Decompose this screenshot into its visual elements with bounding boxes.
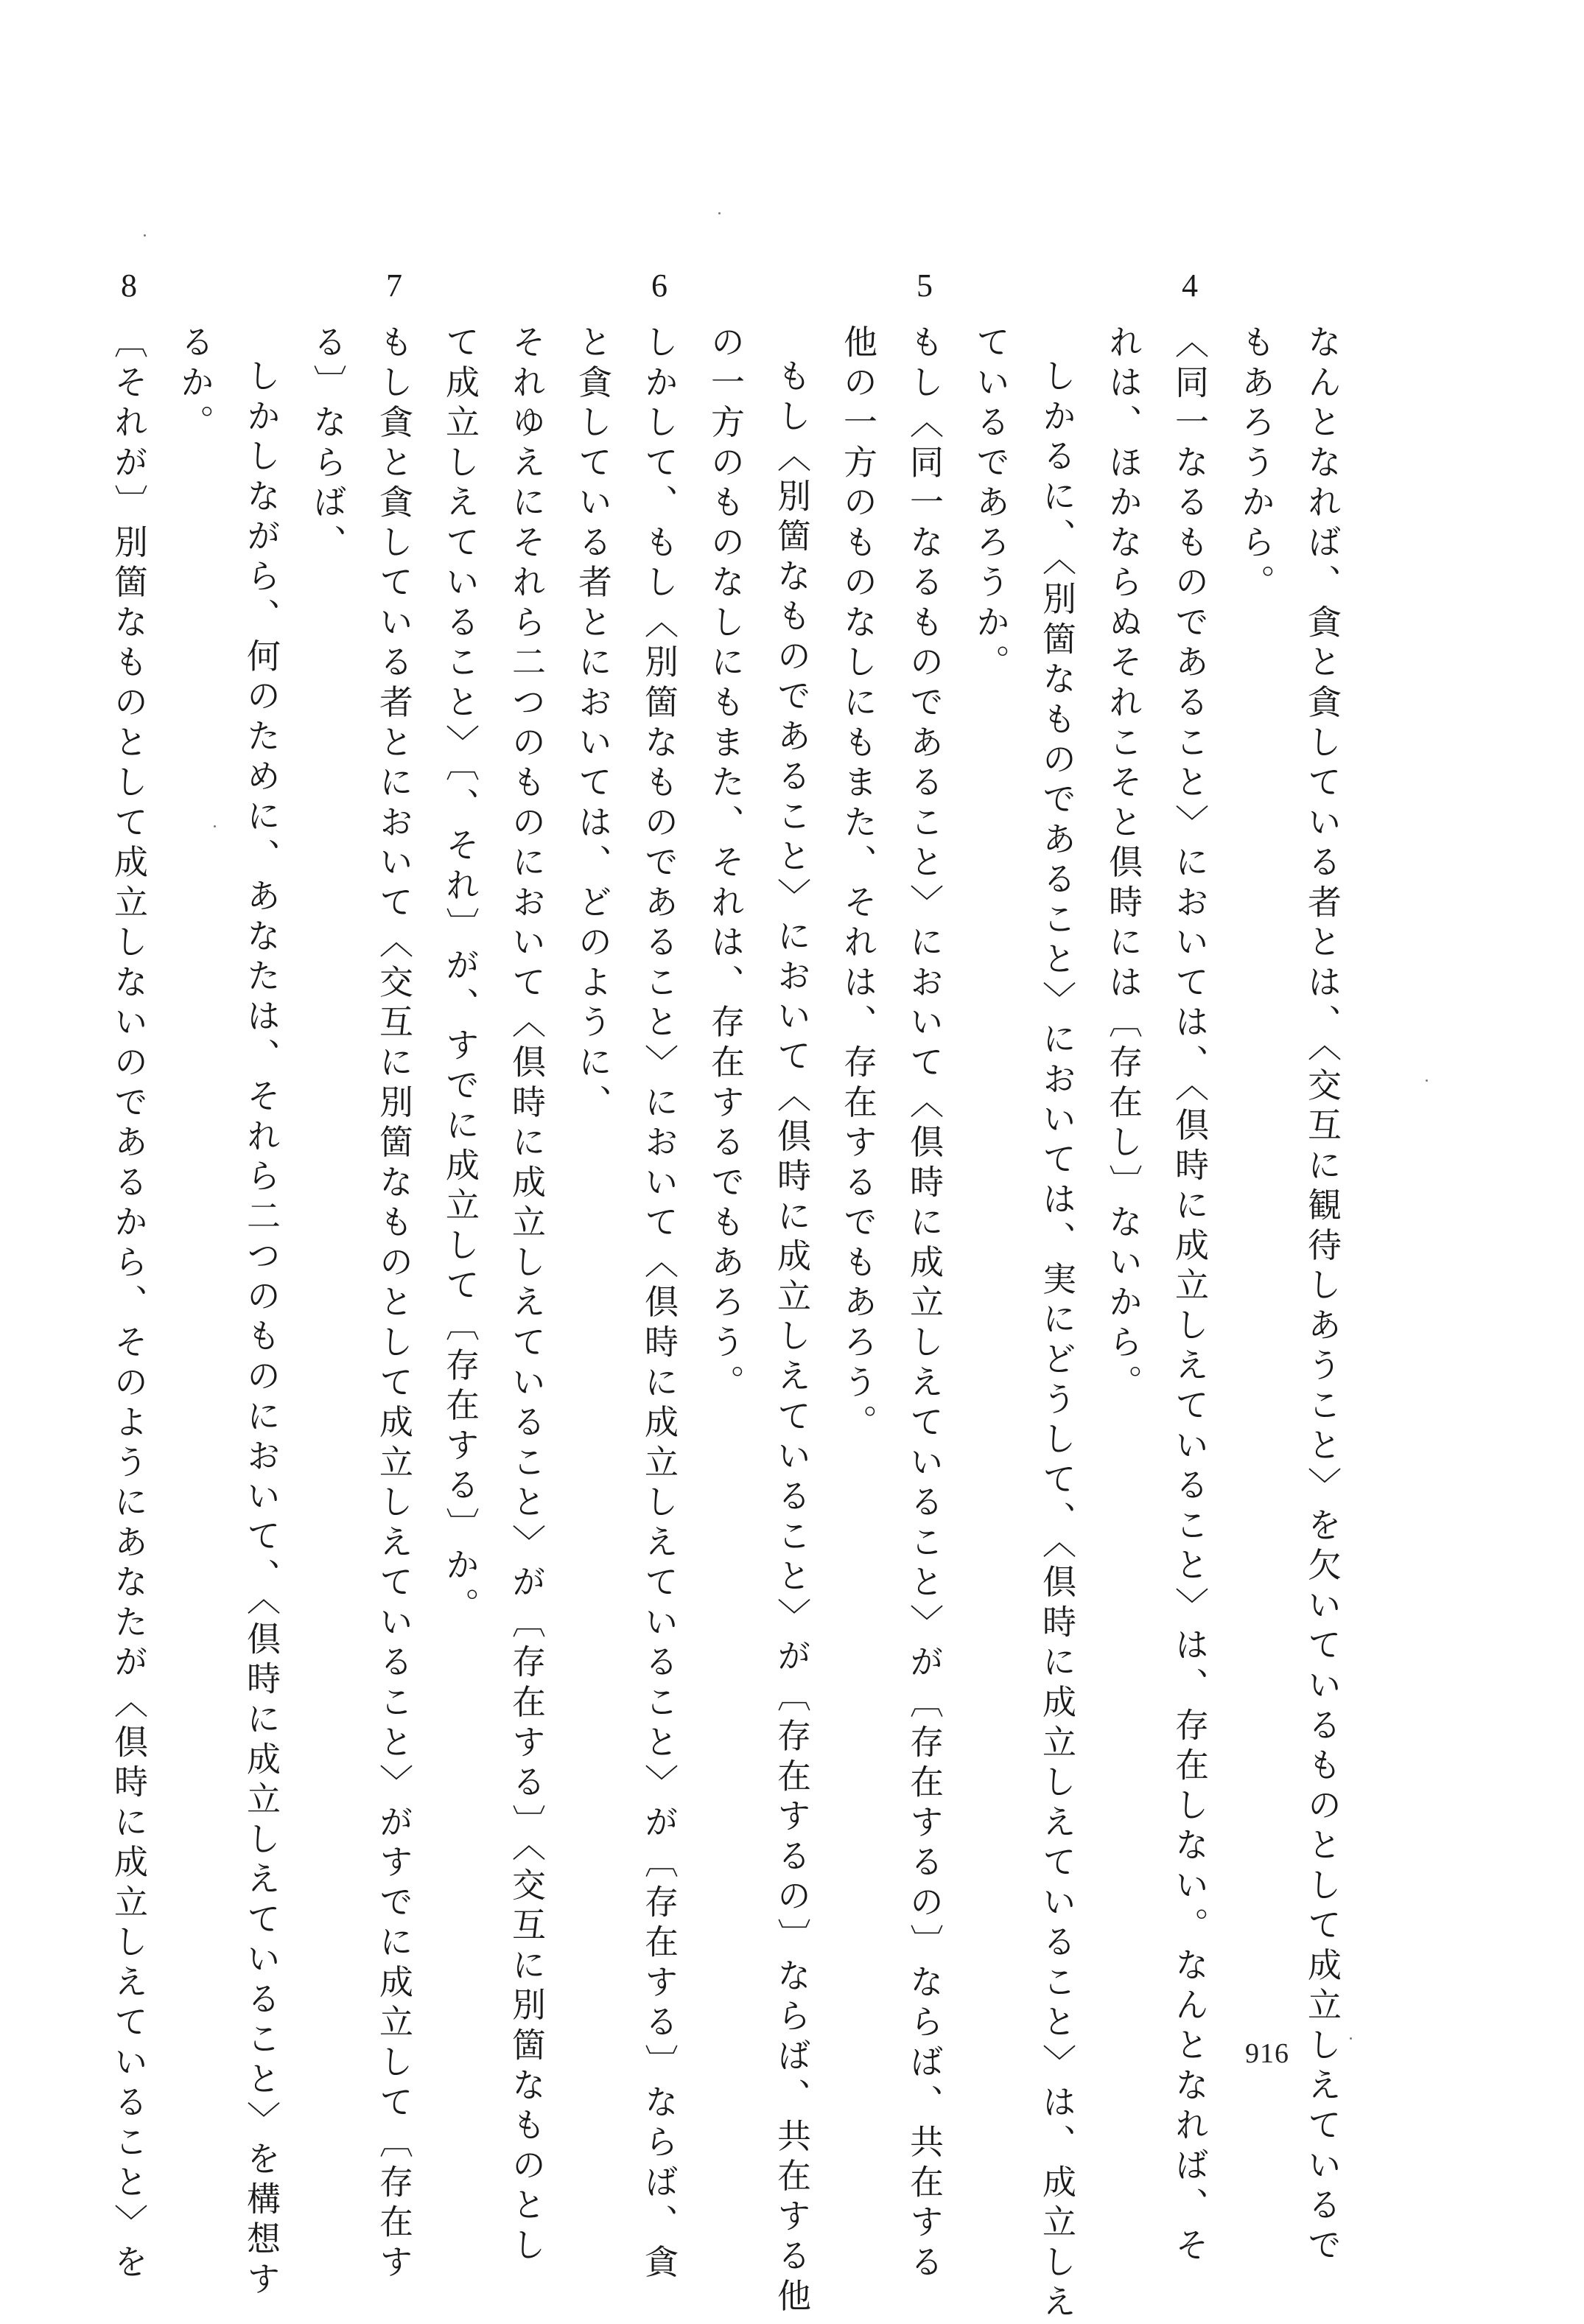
scan-speck bbox=[214, 825, 216, 827]
column-text: れは、ほかならぬそれこそと倶時には〔存在し〕ないから。 bbox=[1104, 324, 1143, 1404]
column-text: る〕ならば、 bbox=[308, 324, 348, 564]
verse-number: 4 bbox=[1182, 267, 1198, 304]
column-text: もし〈同一なるものであること〉において〈倶時に成立しえていること〉が〔存在するの〕ならば、共在する bbox=[905, 324, 945, 2284]
column-text: ているであろうか。 bbox=[971, 324, 1011, 685]
page-number: 916 bbox=[1245, 2038, 1289, 2069]
column-text: と貪している者とにおいては、どのように、 bbox=[573, 324, 613, 1124]
column-text: もし貪と貪している者とにおいて〈交互に別箇なものとして成立しえていること〉がすでに成立して〔存在す bbox=[374, 324, 414, 2284]
column-text: もし〈別箇なものであること〉において〈倶時に成立しえていること〉が〔存在するの〕ならば、共在する他 bbox=[772, 358, 812, 2318]
scan-speck bbox=[1350, 2037, 1352, 2040]
column-text: 〔それが〕別箇なものとして成立しないのであるから、そのようにあなたが〈倶時に成立しえていること〉を bbox=[109, 324, 149, 2284]
column-text: しかして、もし〈別箇なものであること〉において〈倶時に成立しえていること〉が〔存在する〕ならば、貪 bbox=[639, 324, 679, 2284]
verse-number: 5 bbox=[917, 267, 933, 304]
verse-number: 6 bbox=[651, 267, 667, 304]
scan-speck bbox=[1426, 1079, 1428, 1082]
column-text: るか。 bbox=[175, 324, 215, 444]
scan-speck bbox=[144, 234, 146, 237]
column-text: 〈同一なるものであること〉においては、〈倶時に成立しえていること〉は、存在しない。なんとなれば、そ bbox=[1170, 324, 1210, 2267]
column-text: それゆえにそれら二つのものにおいて〈倶時に成立しえていること〉が〔存在する〕〈交互に別箇なものとし bbox=[507, 324, 547, 2267]
column-text: 他の一方のものなしにもまた、それは、存在するでもあろう。 bbox=[838, 324, 878, 1444]
verse-number: 7 bbox=[386, 267, 402, 304]
verse-number: 8 bbox=[121, 267, 137, 304]
scan-speck bbox=[718, 212, 721, 214]
column-text: しかるに、〈別箇なものであること〉においては、実にどうして、〈倶時に成立しえていること〉は、成立しえ bbox=[1037, 358, 1077, 2324]
column-text: なんとなれば、貪と貪している者とは、〈交互に観待しあうこと〉を欠いているものとして成立しえているで bbox=[1303, 324, 1342, 2267]
column-text: しかしながら、何のために、あなたは、それら二つのものにおいて、〈倶時に成立しえていること〉を構想す bbox=[242, 358, 281, 2301]
column-text: て成立しえていること〉〔、それ〕が、すでに成立して〔存在する〕か。 bbox=[441, 324, 480, 1628]
column-text: の一方のものなしにもまた、それは、存在するでもあろう。 bbox=[706, 324, 746, 1404]
column-text: もあろうから。 bbox=[1236, 324, 1276, 604]
